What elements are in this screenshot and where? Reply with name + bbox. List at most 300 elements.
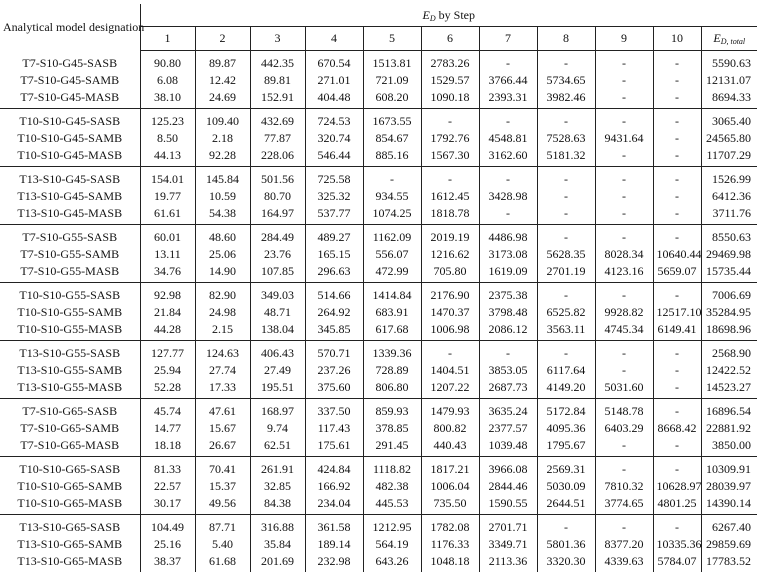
step-value-cell: - xyxy=(595,72,653,89)
step-value-cell: 2783.26 xyxy=(421,51,479,73)
table-row xyxy=(0,321,757,341)
step-value-cell: - xyxy=(421,109,479,131)
step-value-cell: 1817.21 xyxy=(421,457,479,479)
step-value-cell: 166.92 xyxy=(305,478,363,495)
step-value-cell: 4123.16 xyxy=(595,263,653,283)
step-value-cell: - xyxy=(537,225,595,247)
step-value-cell: 854.67 xyxy=(363,130,421,147)
step-value-cell: 6149.41 xyxy=(653,321,701,341)
step-value-cell: 18.18 xyxy=(140,437,195,457)
model-name-cell: T7-S10-G45-SAMB xyxy=(0,72,140,89)
step-value-cell: 721.09 xyxy=(363,72,421,89)
step-value-cell: 228.06 xyxy=(250,147,305,167)
step-value-cell: 25.06 xyxy=(195,246,250,263)
step-value-cell: 10.59 xyxy=(195,188,250,205)
total-value-cell: 17783.52 xyxy=(706,554,752,568)
model-name-cell: T7-S10-G55-SASB xyxy=(0,225,140,247)
table-row xyxy=(0,341,757,363)
step-value-cell: - xyxy=(595,515,653,537)
model-name-cell: T7-S10-G65-MASB xyxy=(0,437,140,457)
total-value-cell: 14390.14 xyxy=(701,495,757,515)
step-value-cell: 54.38 xyxy=(195,205,250,225)
step-value-cell: - xyxy=(653,147,701,167)
step-value-cell: 127.77 xyxy=(140,341,195,363)
step-value-cell: 1339.36 xyxy=(363,341,421,363)
model-name-cell: T10-S10-G65-SAMB xyxy=(0,478,140,495)
step-header-5: 5 xyxy=(363,27,421,51)
step-header-8: 8 xyxy=(537,27,595,51)
step-value-cell: 3798.48 xyxy=(479,304,537,321)
step-value-cell: 12.42 xyxy=(195,72,250,89)
step-value-cell: 30.17 xyxy=(140,495,195,515)
step-value-cell: - xyxy=(653,51,701,73)
step-value-cell: 442.35 xyxy=(250,51,305,73)
step-value-cell: 48.60 xyxy=(195,225,250,247)
step-value-cell: 1414.84 xyxy=(363,283,421,305)
table-row xyxy=(0,536,757,553)
step-value-cell: 8028.34 xyxy=(595,246,653,263)
step-value-cell: 1207.22 xyxy=(421,379,479,399)
step-value-cell: 32.85 xyxy=(250,478,305,495)
step-value-cell: - xyxy=(537,205,595,225)
step-value-cell: 2393.31 xyxy=(479,89,537,109)
step-value-cell: 15.37 xyxy=(195,478,250,495)
step-value-cell: 44.28 xyxy=(140,321,195,341)
step-value-cell: - xyxy=(653,167,701,189)
step-value-cell: 349.03 xyxy=(250,283,305,305)
step-value-cell: 643.26 xyxy=(363,553,421,572)
step-value-cell: 237.26 xyxy=(305,362,363,379)
step-value-cell: - xyxy=(537,51,595,73)
step-value-cell: 337.50 xyxy=(305,399,363,421)
step-value-cell: 5734.65 xyxy=(537,72,595,89)
step-value-cell: - xyxy=(479,51,537,73)
step-value-cell: 24.69 xyxy=(195,89,250,109)
table-row xyxy=(0,457,757,479)
step-value-cell: 21.84 xyxy=(140,304,195,321)
total-value-cell: 15735.44 xyxy=(701,263,757,283)
step-value-cell: 1404.51 xyxy=(421,362,479,379)
table-row xyxy=(0,51,757,73)
step-value-cell: 800.82 xyxy=(421,420,479,437)
model-name-cell: T10-S10-G65-MASB xyxy=(0,495,140,515)
model-name-cell: T7-S10-G65-SAMB xyxy=(0,420,140,437)
step-value-cell: 107.85 xyxy=(250,263,305,283)
step-value-cell: 432.69 xyxy=(250,109,305,131)
table-row xyxy=(0,304,757,321)
step-value-cell: 38.37 xyxy=(140,553,195,572)
step-value-cell: 17.33 xyxy=(195,379,250,399)
step-value-cell: 61.68 xyxy=(195,553,250,572)
step-value-cell: 175.61 xyxy=(305,437,363,457)
step-value-cell: 81.33 xyxy=(140,457,195,479)
step-value-cell: 45.74 xyxy=(140,399,195,421)
total-value-cell: 1526.99 xyxy=(712,172,752,186)
step-value-cell: - xyxy=(537,341,595,363)
step-value-cell: 47.61 xyxy=(195,399,250,421)
step-value-cell: 2844.46 xyxy=(479,478,537,495)
step-value-cell: 735.50 xyxy=(421,495,479,515)
step-value-cell: 38.10 xyxy=(140,89,195,109)
step-value-cell: 6525.82 xyxy=(537,304,595,321)
total-value-cell: 28039.97 xyxy=(706,479,752,493)
table-row xyxy=(0,109,757,131)
step-value-cell: - xyxy=(537,109,595,131)
table-row xyxy=(0,362,757,379)
step-value-cell: 1782.08 xyxy=(421,515,479,537)
step-value-cell: 1479.93 xyxy=(421,399,479,421)
total-value-cell: 18698.96 xyxy=(701,321,757,341)
total-value-cell: 6412.36 xyxy=(712,189,752,203)
table-row xyxy=(0,246,757,263)
step-value-cell: 4548.81 xyxy=(479,130,537,147)
step-value-cell: 2176.90 xyxy=(421,283,479,305)
ed-by-step-header: $E_D$ by Step xyxy=(140,4,757,27)
step-value-cell: 234.04 xyxy=(305,495,363,515)
step-value-cell: 514.66 xyxy=(305,283,363,305)
step-value-cell: 570.71 xyxy=(305,341,363,363)
step-value-cell: 1216.62 xyxy=(421,246,479,263)
step-value-cell: 2644.51 xyxy=(537,495,595,515)
step-value-cell: 683.91 xyxy=(363,304,421,321)
step-value-cell: 2701.71 xyxy=(479,515,537,537)
step-value-cell: - xyxy=(653,399,701,421)
step-value-cell: 7810.32 xyxy=(595,478,653,495)
step-value-cell: 1118.82 xyxy=(363,457,421,479)
step-value-cell: 1006.98 xyxy=(421,321,479,341)
step-value-cell: 3563.11 xyxy=(537,321,595,341)
step-value-cell: - xyxy=(595,362,653,379)
step-value-cell: 859.93 xyxy=(363,399,421,421)
step-value-cell: 5659.07 xyxy=(653,263,701,283)
table-row xyxy=(0,478,757,495)
step-value-cell: 296.63 xyxy=(305,263,363,283)
step-value-cell: 80.70 xyxy=(250,188,305,205)
step-value-cell: 5801.36 xyxy=(537,536,595,553)
step-value-cell: 152.91 xyxy=(250,89,305,109)
model-name-cell: T13-S10-G55-MASB xyxy=(0,379,140,399)
table-row xyxy=(0,147,757,167)
step-value-cell: - xyxy=(653,341,701,363)
step-value-cell: 4095.36 xyxy=(537,420,595,437)
step-value-cell: 3320.30 xyxy=(537,553,595,572)
step-value-cell: 44.13 xyxy=(140,147,195,167)
table-row xyxy=(0,495,757,515)
step-value-cell: 291.45 xyxy=(363,437,421,457)
step-value-cell: 5030.09 xyxy=(537,478,595,495)
step-value-cell: 1039.48 xyxy=(479,437,537,457)
step-value-cell: 8668.42 xyxy=(653,420,701,437)
table-row xyxy=(0,420,757,437)
step-value-cell: - xyxy=(653,457,701,479)
step-value-cell: - xyxy=(537,515,595,537)
total-value-cell: 10309.91 xyxy=(706,462,752,476)
step-value-cell: 406.43 xyxy=(250,341,305,363)
step-value-cell: 3966.08 xyxy=(479,457,537,479)
step-value-cell: - xyxy=(421,167,479,189)
step-value-cell: 3173.08 xyxy=(479,246,537,263)
table-row xyxy=(0,89,757,109)
step-value-cell: 482.38 xyxy=(363,478,421,495)
step-value-cell: 1090.18 xyxy=(421,89,479,109)
model-name-cell: T7-S10-G45-MASB xyxy=(0,89,140,109)
step-header-2: 2 xyxy=(195,27,250,51)
step-value-cell: 201.69 xyxy=(250,553,305,572)
step-value-cell: 501.56 xyxy=(250,167,305,189)
step-value-cell: 15.67 xyxy=(195,420,250,437)
table-row xyxy=(0,167,757,189)
step-value-cell: 489.27 xyxy=(305,225,363,247)
total-value-cell: 5590.63 xyxy=(712,56,752,70)
model-column-header: Analytical model designation xyxy=(0,4,140,51)
step-value-cell: 34.76 xyxy=(140,263,195,283)
step-value-cell: 1162.09 xyxy=(363,225,421,247)
step-value-cell: 109.40 xyxy=(195,109,250,131)
step-value-cell: 404.48 xyxy=(305,89,363,109)
step-value-cell: 70.41 xyxy=(195,457,250,479)
step-value-cell: - xyxy=(479,167,537,189)
step-value-cell: 472.99 xyxy=(363,263,421,283)
step-value-cell: 728.89 xyxy=(363,362,421,379)
step-value-cell: 1795.67 xyxy=(537,437,595,457)
step-value-cell: 378.85 xyxy=(363,420,421,437)
step-value-cell: 52.28 xyxy=(140,379,195,399)
step-value-cell: - xyxy=(653,130,701,147)
total-value-cell: 3711.76 xyxy=(701,205,757,225)
step-value-cell: 61.61 xyxy=(140,205,195,225)
step-value-cell: 4149.20 xyxy=(537,379,595,399)
step-value-cell: 12517.10 xyxy=(653,304,701,321)
step-value-cell: 445.53 xyxy=(363,495,421,515)
step-value-cell: 2019.19 xyxy=(421,225,479,247)
total-value-cell: 14523.27 xyxy=(701,379,757,399)
step-value-cell: 5181.32 xyxy=(537,147,595,167)
step-value-cell: 92.28 xyxy=(195,147,250,167)
model-name-cell: T7-S10-G45-SASB xyxy=(0,51,140,73)
step-value-cell: 9431.64 xyxy=(595,130,653,147)
step-value-cell: 4745.34 xyxy=(595,321,653,341)
step-value-cell: - xyxy=(595,341,653,363)
step-value-cell: 537.77 xyxy=(305,205,363,225)
step-value-cell: - xyxy=(595,188,653,205)
step-value-cell: 22.57 xyxy=(140,478,195,495)
model-name-cell: T13-S10-G45-MASB xyxy=(0,205,140,225)
model-name-cell: T10-S10-G65-SASB xyxy=(0,457,140,479)
ed-by-step-table xyxy=(0,4,757,572)
step-value-cell: - xyxy=(595,225,653,247)
model-name-cell: T7-S10-G55-SAMB xyxy=(0,246,140,263)
step-value-cell: 5.40 xyxy=(195,536,250,553)
step-value-cell: 164.97 xyxy=(250,205,305,225)
step-value-cell: 1619.09 xyxy=(479,263,537,283)
step-value-cell: 5172.84 xyxy=(537,399,595,421)
step-value-cell: 92.98 xyxy=(140,283,195,305)
step-value-cell: 8377.20 xyxy=(595,536,653,553)
step-value-cell: - xyxy=(653,225,701,247)
step-value-cell: - xyxy=(653,89,701,109)
step-value-cell: 2569.31 xyxy=(537,457,595,479)
table-row xyxy=(0,130,757,147)
step-value-cell: 564.19 xyxy=(363,536,421,553)
step-value-cell: 1176.33 xyxy=(421,536,479,553)
step-value-cell: 27.74 xyxy=(195,362,250,379)
step-value-cell: 9.74 xyxy=(250,420,305,437)
table-body xyxy=(0,51,757,573)
step-value-cell: 77.87 xyxy=(250,130,305,147)
step-value-cell: 25.94 xyxy=(140,362,195,379)
step-value-cell: 5148.78 xyxy=(595,399,653,421)
step-value-cell: - xyxy=(479,109,537,131)
step-header-6: 6 xyxy=(421,27,479,51)
step-value-cell: - xyxy=(595,283,653,305)
step-value-cell: 556.07 xyxy=(363,246,421,263)
step-value-cell: 546.44 xyxy=(305,147,363,167)
table-row xyxy=(0,553,757,572)
step-header-3: 3 xyxy=(250,27,305,51)
step-value-cell: 145.84 xyxy=(195,167,250,189)
step-value-cell: 608.20 xyxy=(363,89,421,109)
model-name-cell: T13-S10-G65-SASB xyxy=(0,515,140,537)
step-value-cell: 3774.65 xyxy=(595,495,653,515)
step-value-cell: 1529.57 xyxy=(421,72,479,89)
step-value-cell: 705.80 xyxy=(421,263,479,283)
step-value-cell: 10640.44 xyxy=(653,246,701,263)
step-value-cell: 125.23 xyxy=(140,109,195,131)
step-value-cell: 1513.81 xyxy=(363,51,421,73)
step-value-cell: 10628.97 xyxy=(653,478,701,495)
step-value-cell: 4801.25 xyxy=(653,495,701,515)
step-value-cell: 10335.36 xyxy=(653,536,701,553)
model-name-cell: T13-S10-G45-SASB xyxy=(0,167,140,189)
step-value-cell: 195.51 xyxy=(250,379,305,399)
table-row xyxy=(0,225,757,247)
step-value-cell: 1074.25 xyxy=(363,205,421,225)
total-value-cell: 3065.40 xyxy=(712,114,752,128)
step-value-cell: 23.76 xyxy=(250,246,305,263)
step-value-cell: 26.67 xyxy=(195,437,250,457)
step-value-cell: - xyxy=(421,341,479,363)
model-name-cell: T7-S10-G55-MASB xyxy=(0,263,140,283)
step-value-cell: 3982.46 xyxy=(537,89,595,109)
total-value-cell: 12131.07 xyxy=(706,73,752,87)
table-row xyxy=(0,188,757,205)
step-value-cell: - xyxy=(595,147,653,167)
model-name-cell: T13-S10-G65-SAMB xyxy=(0,536,140,553)
step-value-cell: - xyxy=(595,167,653,189)
table-row xyxy=(0,205,757,225)
step-value-cell: 1212.95 xyxy=(363,515,421,537)
step-value-cell: - xyxy=(653,72,701,89)
step-value-cell: 1006.04 xyxy=(421,478,479,495)
step-value-cell: - xyxy=(537,167,595,189)
total-value-cell: 12422.52 xyxy=(706,363,752,377)
step-value-cell: 82.90 xyxy=(195,283,250,305)
step-value-cell: 2377.57 xyxy=(479,420,537,437)
total-value-cell: 8694.33 xyxy=(701,89,757,109)
step-value-cell: 320.74 xyxy=(305,130,363,147)
step-value-cell: 2375.38 xyxy=(479,283,537,305)
step-value-cell: 375.60 xyxy=(305,379,363,399)
step-value-cell: - xyxy=(653,283,701,305)
step-value-cell: 271.01 xyxy=(305,72,363,89)
step-value-cell: 1792.76 xyxy=(421,130,479,147)
step-value-cell: 60.01 xyxy=(140,225,195,247)
step-value-cell: 14.90 xyxy=(195,263,250,283)
step-value-cell: 1567.30 xyxy=(421,147,479,167)
table-row xyxy=(0,515,757,537)
total-value-cell: 2568.90 xyxy=(712,346,752,360)
step-value-cell: 4339.63 xyxy=(595,553,653,572)
total-value-cell: 24565.80 xyxy=(706,131,752,145)
step-value-cell: 13.11 xyxy=(140,246,195,263)
table-row xyxy=(0,399,757,421)
step-value-cell: 1590.55 xyxy=(479,495,537,515)
step-value-cell: 8.50 xyxy=(140,130,195,147)
step-value-cell: 617.68 xyxy=(363,321,421,341)
step-header-7: 7 xyxy=(479,27,537,51)
step-value-cell: 1048.18 xyxy=(421,553,479,572)
step-value-cell: - xyxy=(653,515,701,537)
step-value-cell: 3635.24 xyxy=(479,399,537,421)
step-value-cell: 7528.63 xyxy=(537,130,595,147)
step-value-cell: 325.32 xyxy=(305,188,363,205)
step-value-cell: 1612.45 xyxy=(421,188,479,205)
step-value-cell: 806.80 xyxy=(363,379,421,399)
step-value-cell: 284.49 xyxy=(250,225,305,247)
model-name-cell: T13-S10-G65-MASB xyxy=(0,553,140,572)
step-value-cell: 6117.64 xyxy=(537,362,595,379)
model-name-cell: T10-S10-G45-SAMB xyxy=(0,130,140,147)
model-name-cell: T10-S10-G45-MASB xyxy=(0,147,140,167)
step-value-cell: - xyxy=(595,205,653,225)
step-value-cell: 35.84 xyxy=(250,536,305,553)
step-value-cell: 5031.60 xyxy=(595,379,653,399)
step-value-cell: 6.08 xyxy=(140,72,195,89)
step-value-cell: 14.77 xyxy=(140,420,195,437)
table-row xyxy=(0,72,757,89)
table-row xyxy=(0,263,757,283)
step-value-cell: 316.88 xyxy=(250,515,305,537)
step-value-cell: 89.81 xyxy=(250,72,305,89)
step-value-cell: 725.58 xyxy=(305,167,363,189)
step-value-cell: 885.16 xyxy=(363,147,421,167)
step-value-cell: 724.53 xyxy=(305,109,363,131)
step-value-cell: 154.01 xyxy=(140,167,195,189)
step-value-cell: 1818.78 xyxy=(421,205,479,225)
step-value-cell: 3853.05 xyxy=(479,362,537,379)
step-header-9: 9 xyxy=(595,27,653,51)
step-value-cell: 2701.19 xyxy=(537,263,595,283)
step-value-cell: 2687.73 xyxy=(479,379,537,399)
table-row xyxy=(0,437,757,457)
table-row xyxy=(0,283,757,305)
model-name-cell: T7-S10-G65-SASB xyxy=(0,399,140,421)
step-header-4: 4 xyxy=(305,27,363,51)
step-value-cell: 62.51 xyxy=(250,437,305,457)
model-name-cell: T10-S10-G55-SASB xyxy=(0,283,140,305)
step-value-cell: 89.87 xyxy=(195,51,250,73)
step-value-cell: - xyxy=(653,109,701,131)
total-value-cell: 6267.40 xyxy=(712,520,752,534)
total-value-cell: 16896.54 xyxy=(706,404,752,418)
step-value-cell: 6403.29 xyxy=(595,420,653,437)
model-name-cell: T13-S10-G55-SASB xyxy=(0,341,140,363)
step-value-cell: 232.98 xyxy=(305,553,363,572)
step-value-cell: - xyxy=(595,437,653,457)
step-value-cell: 5628.35 xyxy=(537,246,595,263)
step-value-cell: - xyxy=(595,457,653,479)
step-value-cell: 27.49 xyxy=(250,362,305,379)
